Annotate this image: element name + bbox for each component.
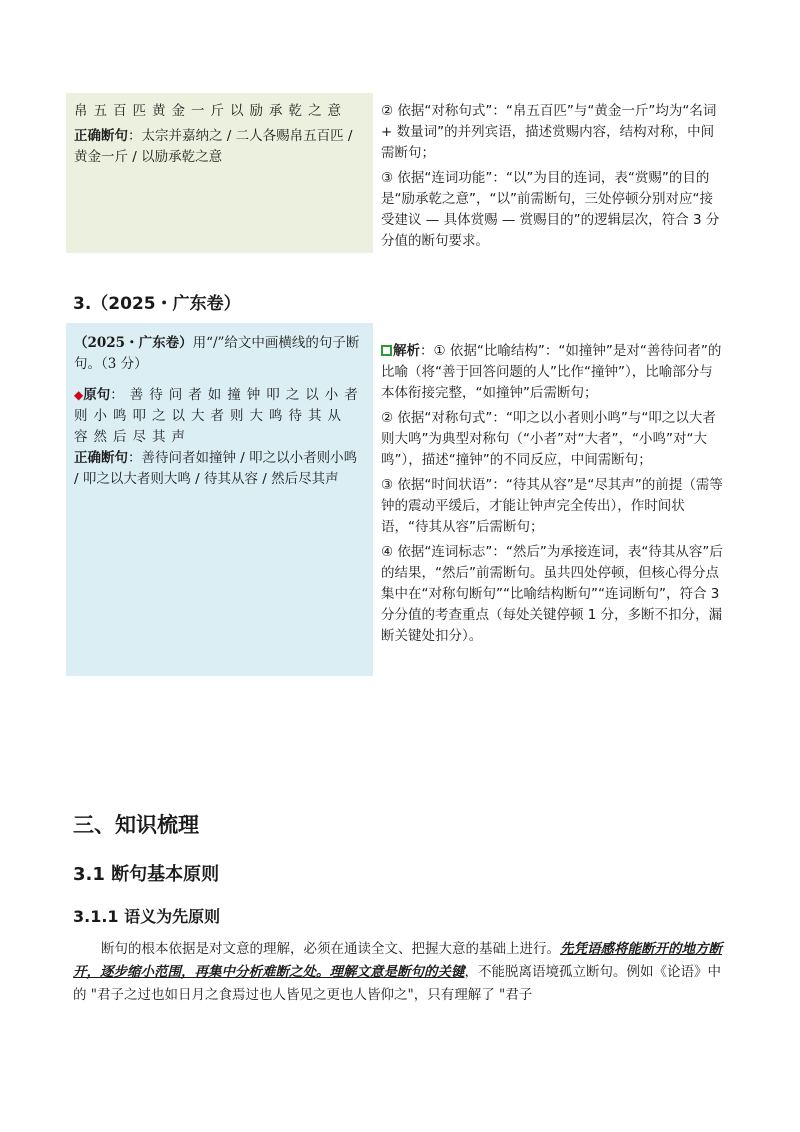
q3-intro <box>74 333 365 375</box>
q3-original-text: ：善待问者如撞钟叩之以小者则小鸣叩之以大者则大鸣待其从容然后尽其声 <box>74 387 364 445</box>
q3-answer-text: ：善待问者如撞钟 / 叩之以小者则小鸣 / 叩之以大者则大鸣 / 待其从容 / 然后尽其声 <box>74 450 358 487</box>
q3-intro-tag: （2025・广东卷） <box>74 335 193 351</box>
para-start: 断句的根本依据是对文意的理解，必须在通读全文、把握大意的基础上进行。 <box>101 941 560 957</box>
q3-analysis-point-2: ② 依据“对称句式”：“叩之以小者则小鸣”与“叩之以大者则大鸣”为典型对称句（“小者”对“大者”，“小鸣”对“大鸣”），描述“撞钟”的不同反应，中间需断句； <box>381 410 716 468</box>
q3-answer <box>74 448 365 490</box>
q3-analysis-point-3: ③ 依据“时间状语”：“待其从容”是“尽其声”的前提（需等钟的震动平缓后，才能让钟声完全传出），作时间状语，“待其从容”后需断句； <box>381 477 723 535</box>
q3-left-cell <box>66 323 373 676</box>
body-paragraph <box>73 938 730 1007</box>
subsection-title: 3.1 断句基本原则 <box>73 864 220 885</box>
q3-answer-label: 正确断句 <box>74 450 128 466</box>
q2-original-text: 帛五百匹黄金一斤以励承乾之意 <box>74 103 347 119</box>
q3-right-cell <box>373 323 733 676</box>
para-emphasis: 先凭语感将能断开的地方断开，逐步缩小范围，再集中分析难断之处。理解文意是断句的关键 <box>73 941 722 980</box>
q3-analysis-point-1 <box>381 341 725 404</box>
q3-original <box>74 385 365 448</box>
q3-intro-text: 用“/”给文中画横线的句子断句。（3 分） <box>74 335 360 372</box>
q2-answer-label: 正确断句 <box>74 128 128 144</box>
q3-heading: 3.（2025・广东卷） <box>73 294 241 314</box>
q2-answer <box>74 126 365 168</box>
q3-analysis-point-4: ④ 依据“连词标志”：“然后”为承接连词，表“待其从容”后的结果，“然后”前需断句。虽共四处停顿，但核心得分点集中在“对称句断句”“比喻结构断句”“连词断句”，符合 3 分分值的考查重点（每处关键停顿 1 分，多断不扣分，漏断关键处扣分）。 <box>381 544 723 644</box>
q3-analysis-label: 解析 <box>393 343 420 359</box>
para-end: ，不能脱离语境孤立断句。例如《论语》中的 "君子之过也如日月之食焉过也人皆见之更也人皆仰之"，只有理解了 "君子 <box>73 964 721 1003</box>
section-title: 三、知识梳理 <box>73 813 199 837</box>
q2-analysis-point-2: ② 依据“对称句式”：“帛五百匹”与“黄金一斤”均为“名词 + 数量词”的并列宾语，描述赏赐内容，结构对称，中间需断句； <box>381 103 717 161</box>
q2-right-cell <box>373 93 733 253</box>
q3-original-label: 原句 <box>83 387 111 403</box>
q2-answer-text: ：太宗并嘉纳之 / 二人各赐帛五百匹 / 黄金一斤 / 以励承乾之意 <box>74 128 353 165</box>
q2-left-cell <box>66 93 373 253</box>
q3-analysis-text-1: ：① 依据“比喻结构”：“如撞钟”是对“善待问者”的比喻（将“善于回答问题的人”比作“撞钟”），比喻部分与本体衔接完整，“如撞钟”后需断句； <box>381 343 722 401</box>
q2-analysis-point-3: ③ 依据“连词功能”：“以”为目的连词，表“赏赐”的目的是“励承乾之意”，“以”前需断句，三处停顿分别对应“接受建议 — 具体赏赐 — 赏赐目的”的逻辑层次，符合 3 分分值的断句要求。 <box>381 170 720 249</box>
diamond-icon: ◆ <box>74 388 84 402</box>
subsubsection-title: 3.1.1 语义为先原则 <box>73 907 221 926</box>
checkbox-icon <box>381 345 392 356</box>
